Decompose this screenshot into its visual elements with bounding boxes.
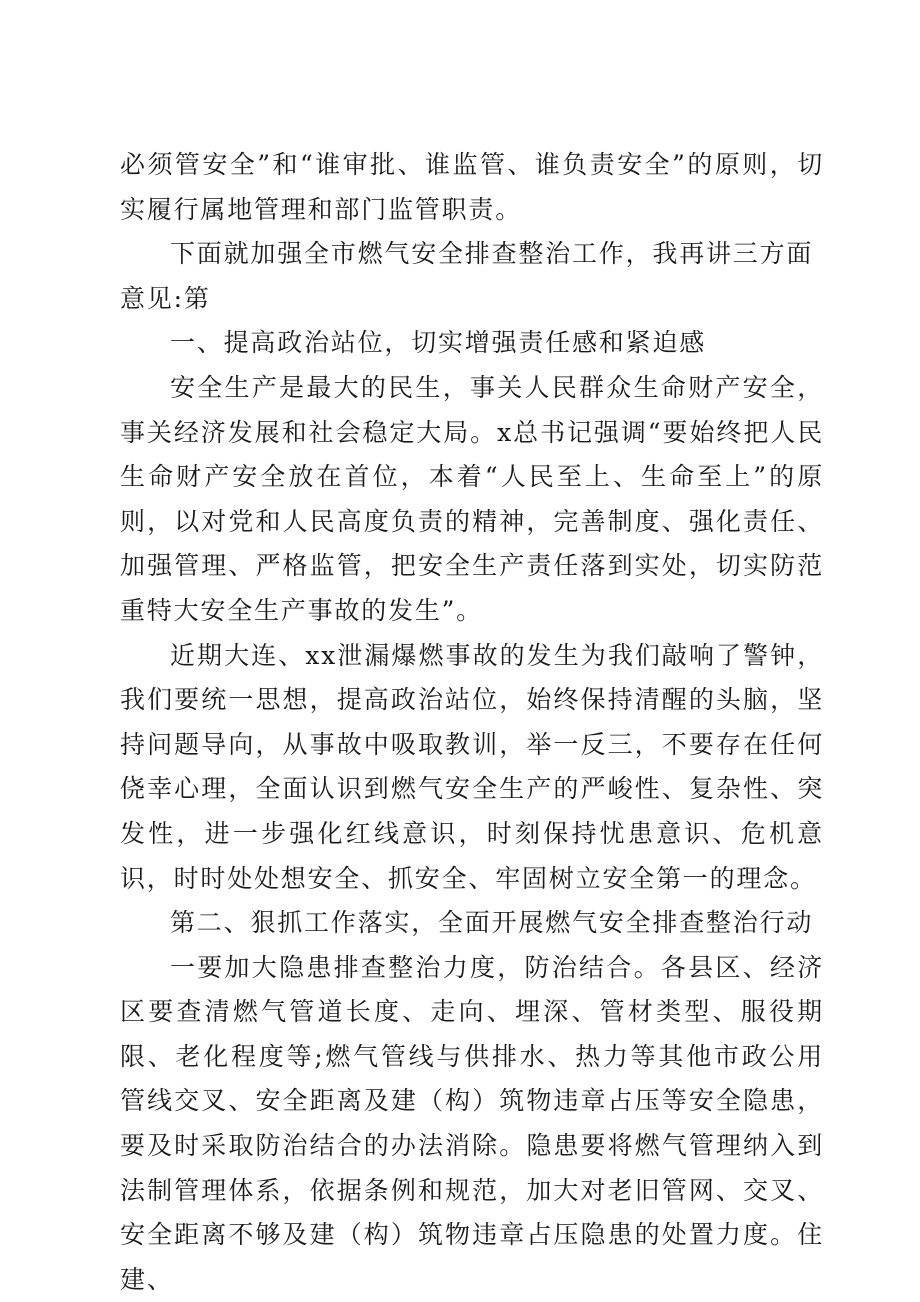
paragraph-safety: 安全生产是最大的民生，事关人民群众生命财产安全，事关经济发展和社会稳定大局。x总书记强调“要始终把人民生命财产安全放在首位，本着“人民至上、生命至上”的原则，以对党和人民高度负责的精神，完善制度、强化责任、加强管理、严格监管，把安全生产责任落到实处，切实防范重特大安全生产事故的发生”。 — [120, 372, 824, 625]
paragraph-continued: 必须管安全”和“谁审批、谁监管、谁负责安全”的原则，切实履行属地管理和部门监管职责。 — [120, 150, 824, 224]
section-heading-2: 第二、狠抓工作落实，全面开展燃气安全排查整治行动 — [170, 908, 814, 938]
document-body — [120, 143, 824, 1302]
paragraph-inspection: 一要加大隐患排查整治力度，防治结合。各县区、经济区要查清燃气管道长度、走向、埋深、管材类型、服役期限、老化程度等;燃气管线与供排水、热力等其他市政公用管线交叉、安全距离及建（构）筑物违章占压等安全隐患，要及时采取防治结合的办法消除。隐患要将燃气管理纳入到法制管理体系，依据条例和规范，加大对老旧管网、交叉、安全距离不够及建（构）筑物违章占压隐患的处置力度。住建、 — [120, 952, 824, 1294]
paragraph-intro: 下面就加强全市燃气安全排查整治工作，我再讲三方面意见:第 — [120, 239, 814, 313]
paragraph-accidents: 近期大连、xx泄漏爆燃事故的发生为我们敲响了警钟，我们要统一思想，提高政治站位，始终保持清醒的头脑，坚持问题导向，从事故中吸取教训，举一反三，不要存在任何侥幸心理，全面认识到燃气安全生产的严峻性、复杂性、突发性，进一步强化红线意识，时刻保持忧患意识、危机意识，时时处处想安全、抓安全、牢固树立安全第一的理念。 — [120, 640, 824, 893]
section-heading-1: 一、提高政治站位，切实增强责任感和紧迫感 — [170, 328, 707, 358]
